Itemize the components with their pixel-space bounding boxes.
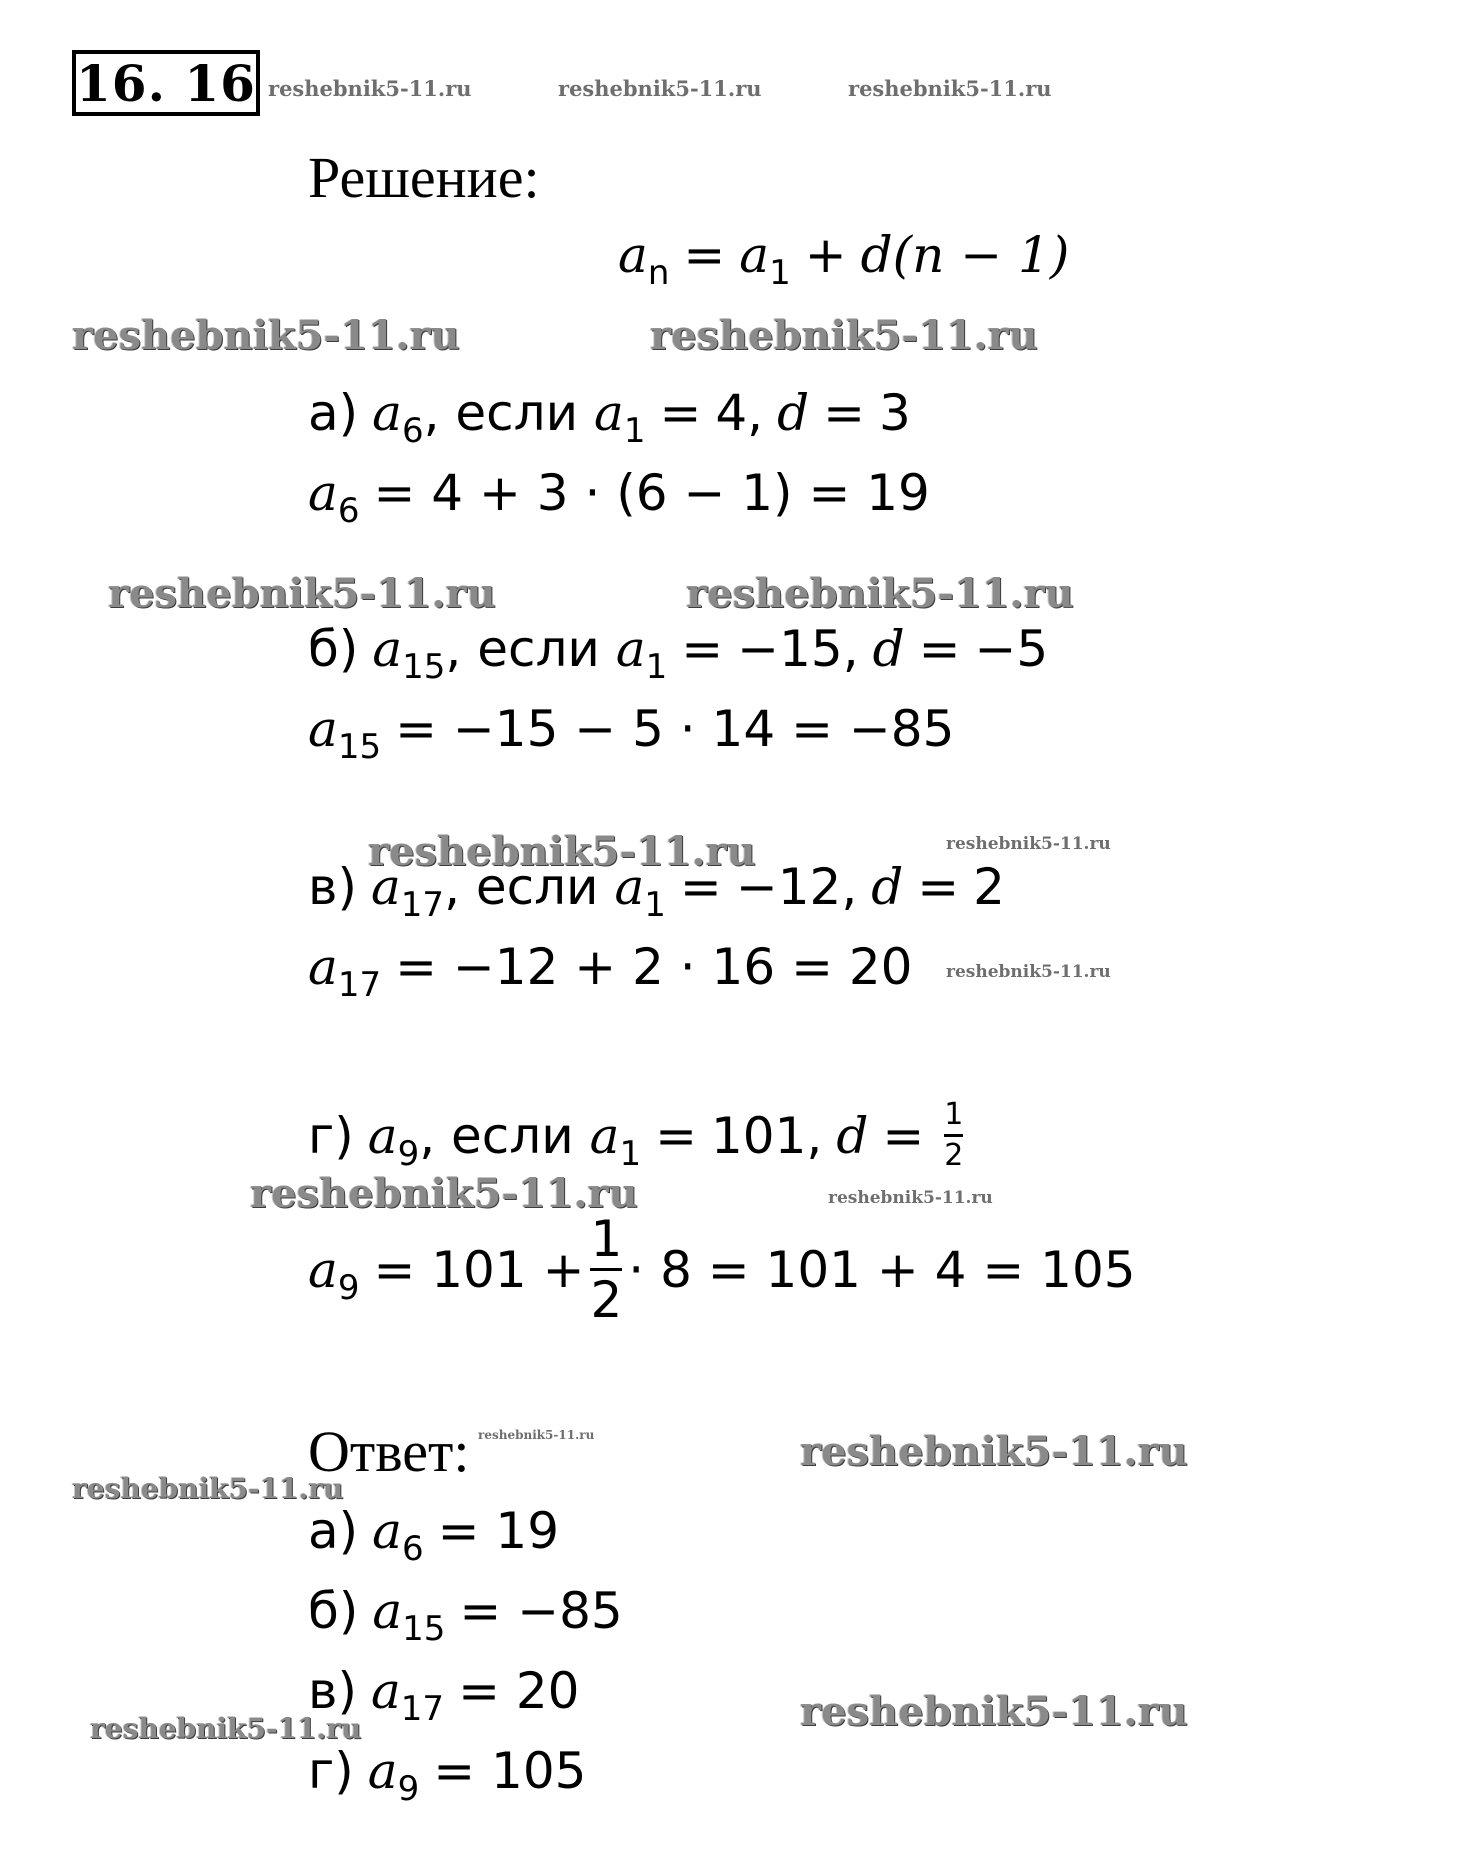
calc-expression: = −12 + 2 · 16 = 20 [395,938,913,996]
watermark: reshebnik5-11.ru [946,834,1111,854]
formula-term: d(n − 1) [860,226,1070,284]
part-d-condition: г) $a_9$ , если $a_1$ = 101, d = $\frac{1}{2}$ [308,1097,964,1174]
watermark: reshebnik5-11.ru [268,76,472,101]
task-number: 16. 16 [76,53,256,113]
part-d-calculation: $a_9$ = 101 + $\frac{1}{2}$ · 8 = 101 + 4 = 105 [308,1210,1136,1329]
fraction: $\frac{1}{2}$ [944,1097,964,1173]
watermark: reshebnik5-11.ru [108,570,496,617]
part-c-condition: в) $a_{17}$ , если $a_1$ = −12, d = 2 [308,858,1005,925]
condition-word: , если [419,1106,590,1165]
condition-word: , если [444,858,615,916]
watermark: reshebnik5-11.ru [828,1188,993,1208]
part-prefix: а) [308,384,359,442]
part-a-calculation: $a_6$ = 4 + 3 · (6 − 1) = 19 [308,464,930,531]
watermark: reshebnik5-11.ru [558,76,762,101]
watermark: reshebnik5-11.ru [250,1170,638,1217]
answer-b: б) $a_{15}$ = −85 [308,1582,623,1649]
watermark: reshebnik5-11.ru [686,570,1074,617]
watermark: reshebnik5-11.ru [650,312,1038,359]
watermark: reshebnik5-11.ru [368,828,756,875]
condition-word: , если [423,384,594,442]
answer-d: г) $a_9$ = 105 [308,1742,587,1809]
watermark: reshebnik5-11.ru [800,1688,1188,1735]
calc-expression: = 4 + 3 · (6 − 1) = 19 [373,464,930,522]
part-c-calculation: $a_{17}$ = −12 + 2 · 16 = 20 [308,938,913,1005]
part-prefix: б) [308,620,359,678]
answer-c: в) $a_{17}$ = 20 [308,1662,580,1729]
watermark: reshebnik5-11.ru [90,1712,362,1745]
solution-label: Решение: [308,145,540,210]
calc-expression: = −15 − 5 · 14 = −85 [395,700,955,758]
part-a-condition: а) $a_6$ , если $a_1$ = 4, d = 3 [308,384,911,451]
watermark: reshebnik5-11.ru [72,312,460,359]
fraction: $\frac{1}{2}$ [590,1210,623,1329]
watermark: reshebnik5-11.ru [478,1428,595,1442]
watermark: reshebnik5-11.ru [848,76,1052,101]
formula-term: $a_n$ [618,226,670,293]
condition-word: , если [445,620,616,678]
part-prefix: в) [308,858,357,916]
answer-a: а) $a_6$ = 19 [308,1502,560,1569]
formula-operator: + [804,226,847,284]
watermark: reshebnik5-11.ru [72,1472,344,1505]
general-formula [618,226,1070,293]
answer-label: Ответ: [308,1419,470,1484]
part-b-condition: б) $a_{15}$ , если $a_1$ = −15, d = −5 [308,620,1049,687]
part-prefix: г) [308,1106,354,1165]
watermark: reshebnik5-11.ru [946,962,1111,982]
calc-expression: = 101 + [373,1240,585,1299]
formula-term: $a_1$ [739,226,791,293]
calc-expression: · 8 = 101 + 4 = 105 [628,1240,1136,1299]
watermark: reshebnik5-11.ru [800,1428,1188,1475]
formula-operator: = [683,226,726,284]
task-number-box [72,50,260,116]
part-b-calculation: $a_{15}$ = −15 − 5 · 14 = −85 [308,700,955,767]
